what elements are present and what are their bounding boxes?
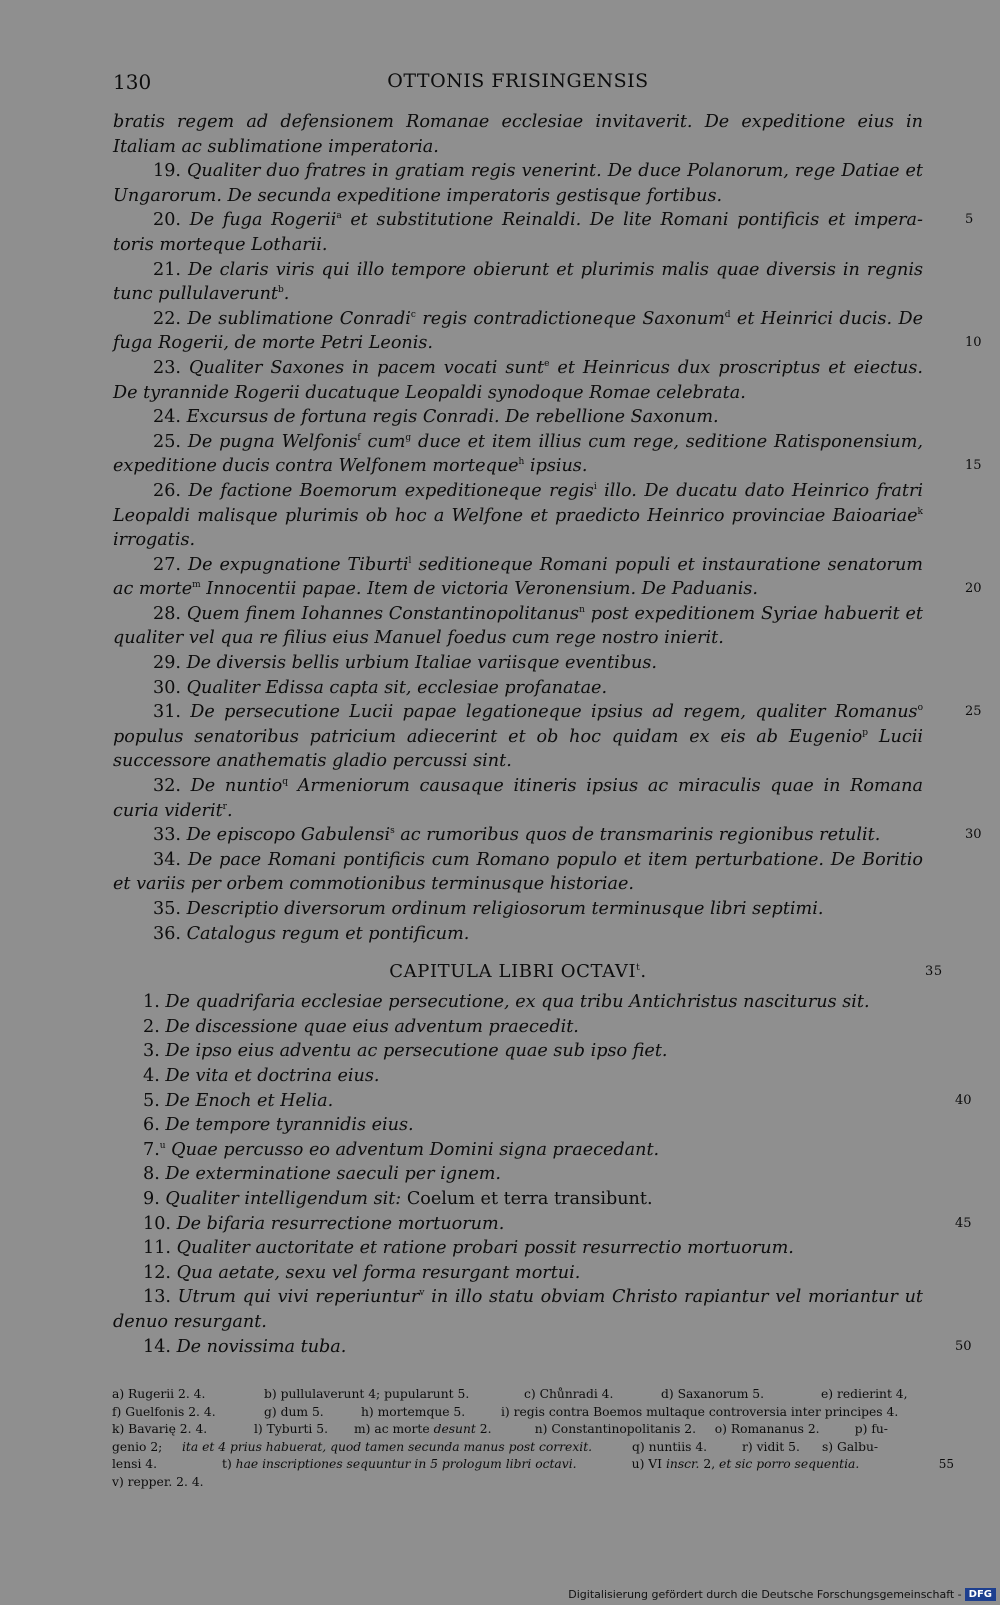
line-number: 5 xyxy=(965,212,974,228)
footnote-line: v) repper. 2. 4. xyxy=(112,1474,204,1489)
line-number: 45 xyxy=(955,1215,972,1231)
book8-chapter-2: 2. De discessione quae eius adventum praecedit. xyxy=(143,1016,579,1037)
chapter-27: 27. De expugnatione Tiburti$^l$ seditioneque Romani populi et instauratione senatorum ac morte$^m$ Innocentii papae. Item de victoria Veronensium. De Paduanis. 20 xyxy=(113,554,982,600)
chapter-20: 20. De fuga Rogerii$^a$ et substitutione Reinaldi. De lite Romani pontificis et impera- toris morteque Lotharii. 5 xyxy=(113,210,974,255)
book8-chapter-3: 3. De ipso eius adventu ac persecutione quae sub ipso fiet. xyxy=(143,1041,668,1062)
chapter-33: 33. De episcopo Gabulensi$^s$ ac rumoribus quos de transmarinis regionibus retulit. 30 xyxy=(113,823,923,848)
chapter-26: 26. De factione Boemorum expeditioneque regis$^i$ illo. De ducatu dato Heinrico fratri Leopaldi malisque plurimis ob hoc a Welfone et praedicto Heinrico provinciae Baioariae$^k$ irrogatis. xyxy=(113,480,924,551)
digitization-credit: Digitalisierung gefördert durch die Deutsche Forschungsgemeinschaft - DFG xyxy=(568,1588,996,1601)
chapter-25: 25. De pugna Welfonis$^f$ cum$^g$ duce et item illius cum rege, seditione Ratisponensium, expeditione ducis contra Welfonem morteque$^h$ ipsius. 15 xyxy=(113,431,982,477)
line-number: 20 xyxy=(965,580,982,596)
chapter-22: 22. De sublimatione Conradi$^c$ regis contradictioneque Saxonum$^d$ et Heinrici ducis. De fuga Rogerii, de morte Petri Leonis. 10 xyxy=(113,308,982,354)
page-number: 130 xyxy=(113,70,152,94)
chapter-35: 35. Descriptio diversorum ordinum religiosorum terminusque libri septimi. xyxy=(153,899,824,919)
chapter-21: 21. De claris viris qui illo tempore obierunt et plurimis malis quae diversis in regnis tunc pullulaverunt$^b$. xyxy=(113,259,923,305)
chapter-28: 28. Quem finem Iohannes Constantinopolitanus$^n$ post expeditionem Syriae habuerit et qualiter vel qua re filius eius Manuel foedus cum rege nostro inierit. xyxy=(113,603,923,649)
line-number: 55 xyxy=(938,1457,954,1472)
chapter-30: 30. Qualiter Edissa capta sit, ecclesiae profanatae. xyxy=(153,677,608,698)
book8-chapter-9: 9. Qualiter intelligendum sit: Coelum et terra transibunt. xyxy=(143,1188,653,1209)
line-number: 50 xyxy=(955,1338,972,1354)
book8-chapter-5: 5. De Enoch et Helia. 40 xyxy=(113,1089,923,1114)
book8-chapter-1: 1. De quadrifaria ecclesiae persecutione, ex qua tribu Antichristus nasciturus sit. xyxy=(143,992,870,1013)
chapter-continuation: bratis regem ad defensionem Romanae ecclesiae invitaverit. De expeditione eius in Italiam ac sublimatione imperatoria. xyxy=(113,112,923,157)
section-heading: CAPITULA LIBRI OCTAVI$^t$. 35 xyxy=(389,961,943,983)
footnotes xyxy=(112,1386,954,1492)
chapter-36: 36. Catalogus regum et pontificum. xyxy=(153,923,470,944)
book8-chapter-11: 11. Qualiter auctoritate et ratione probari possit resurrectio mortuorum. xyxy=(143,1238,794,1259)
chapter-19: 19. Qualiter duo fratres in gratiam regis venerint. De duce Polanorum, rege Datiae et Ungarorum. De secunda expeditione imperatoris gestisque fortibus. xyxy=(113,161,923,206)
line-number: 35 xyxy=(925,964,943,980)
book8-chapter-14: 14. De novissima tuba. 50 xyxy=(113,1335,923,1360)
book8-chapter-8: 8. De exterminatione saeculi per ignem. xyxy=(143,1164,502,1185)
line-number: 10 xyxy=(965,334,982,350)
chapter-29: 29. De diversis bellis urbium Italiae variisque eventibus. xyxy=(153,653,658,674)
line-number: 40 xyxy=(955,1092,972,1108)
line-number: 30 xyxy=(965,827,982,843)
line-number: 25 xyxy=(965,704,982,720)
footnote-line: k) Bavarię 2. 4. l) Tyburti 5. m) ac morte desunt 2. n) Constantinopolitanis 2. o) Romananus 2. p) fu- xyxy=(112,1422,888,1437)
footnote-line: lensi 4. t) hae inscriptiones sequuntur in 5 prologum libri octavi. u) VI inscr. 2, et sic porro sequentia. 55 xyxy=(112,1456,924,1474)
book8-chapter-7: 7.$^u$ Quae percusso eo adventum Domini signa praecedant. xyxy=(143,1139,660,1160)
main-text xyxy=(113,110,982,1359)
chapter-23: 23. Qualiter Saxones in pacem vocati sunt$^e$ et Heinricus dux proscriptus et eiectus. De tyrannide Rogerii ducatuque Leopaldi synodoque Romae celebrata. xyxy=(113,357,923,403)
chapter-34: 34. De pace Romani pontificis cum Romano populo et item perturbatione. De Boritio et variis per orbem commotionibus terminusque historiae. xyxy=(113,849,923,895)
footnote-line: a) Rugerii 2. 4. b) pullulaverunt 4; pupularunt 5. c) Chůnradi 4. d) Saxanorum 5. e) redierint 4, xyxy=(112,1387,908,1401)
chapter-32: 32. De nuntio$^q$ Armeniorum causaque itineris ipsius ac miraculis quae in Romana curia viderit$^r$. xyxy=(113,776,923,821)
footnote-line: genio 2; ita et 4 prius habuerat, quod tamen secunda manus post correxit. q) nuntiis 4. r) vidit 5. s) Galbu- xyxy=(112,1439,879,1454)
book8-chapter-10: 10. De bifaria resurrectione mortuorum. 45 xyxy=(113,1212,923,1237)
book8-chapter-6: 6. De tempore tyrannidis eius. xyxy=(143,1115,414,1136)
book8-chapter-12: 12. Qua aetate, sexu vel forma resurgant mortui. xyxy=(143,1262,581,1283)
footnote-line: f) Guelfonis 2. 4. g) dum 5. h) mortemque 5. i) regis contra Boemos multaque controversia inter principes 4. xyxy=(112,1404,899,1419)
page-header xyxy=(113,70,923,100)
line-number: 15 xyxy=(965,457,982,473)
running-title: OTTONIS FRISINGENSIS xyxy=(387,70,649,92)
book8-chapter-4: 4. De vita et doctrina eius. xyxy=(143,1065,380,1086)
chapter-31: 31. De persecutione Lucii papae legationeque ipsius ad regem, qualiter Romanus$^o$ populus senatoribus patricium adiecerint et ob hoc quidam ex eis ab Eugenio$^p$ Lucii successore anathematis gladio percussi sint. 25 xyxy=(113,702,982,772)
book8-chapter-13: 13. Utrum qui vivi reperiuntur$^v$ in illo statu obviam Christo rapiantur vel moriantur ut denuo resurgant. xyxy=(113,1287,923,1332)
dfg-logo-icon: DFG xyxy=(965,1588,996,1601)
chapter-24: 24. Excursus de fortuna regis Conradi. De rebellione Saxonum. xyxy=(153,407,719,428)
